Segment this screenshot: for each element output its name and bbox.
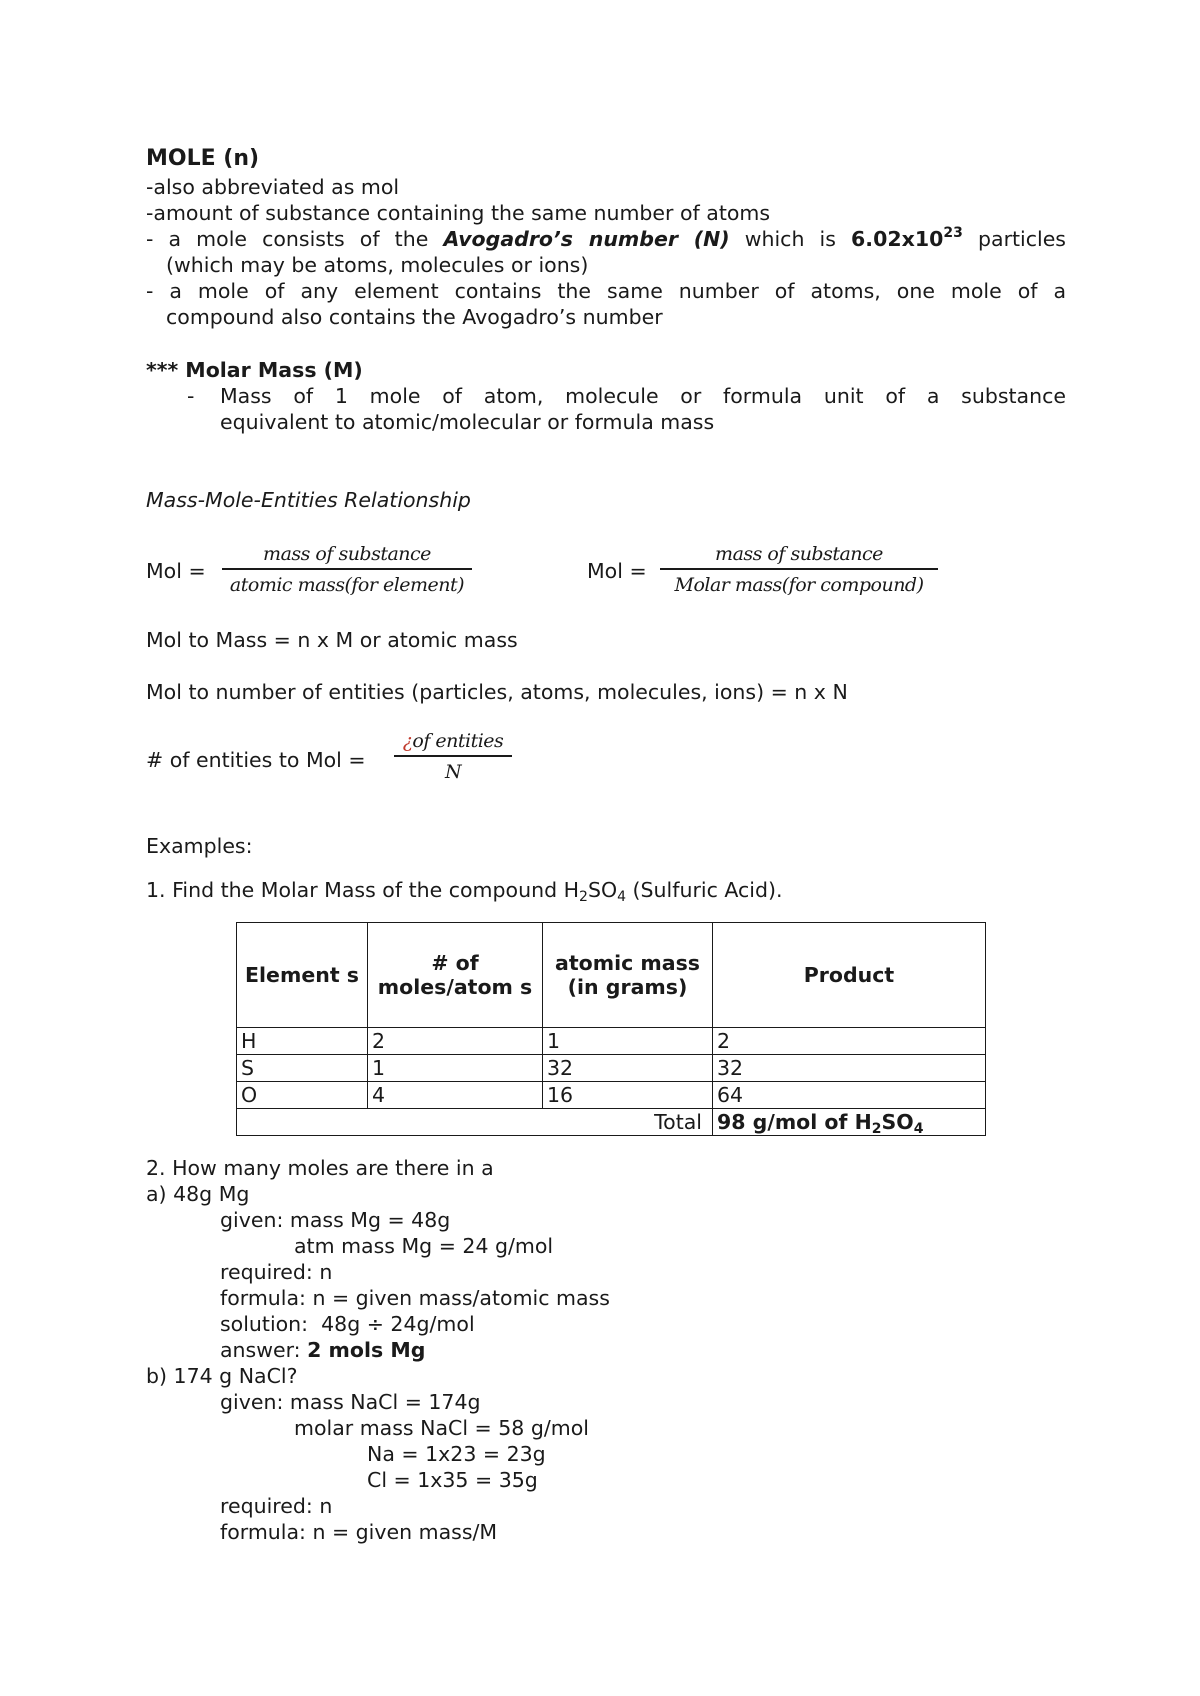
table-cell: 4 bbox=[368, 1082, 543, 1109]
total-value: 98 g/mol of $H_2SO_4$ bbox=[713, 1109, 986, 1136]
table-cell: O bbox=[237, 1082, 368, 1109]
table-row bbox=[237, 1055, 986, 1082]
example-2a-given: given: mass Mg = 48g bbox=[220, 1208, 451, 1232]
formula-entities-to-mol bbox=[394, 730, 512, 783]
example-2a-answer: answer: 2 mols Mg bbox=[220, 1338, 426, 1362]
table-row bbox=[237, 1028, 986, 1055]
header-atomic-mass: atomic mass (in grams) bbox=[543, 923, 713, 1028]
mol-label-1: Mol = bbox=[146, 559, 206, 583]
example-2b-chlorine: Cl = 1x35 = 35g bbox=[367, 1468, 538, 1492]
formula-numerator: mass of substance bbox=[660, 543, 938, 570]
molar-mass-line-1: Mass of 1 mole of atom, molecule or formula unit of a substance bbox=[220, 384, 1066, 408]
table-cell: S bbox=[237, 1055, 368, 1082]
formula-denominator: Molar mass(for compound) bbox=[674, 574, 924, 596]
example-2a-atomic-mass: atm mass Mg = 24 g/mol bbox=[294, 1234, 554, 1258]
intro-line-2: -amount of substance containing the same number of atoms bbox=[146, 201, 771, 225]
table-cell: H bbox=[237, 1028, 368, 1055]
intro-line-5: - a mole of any element contains the same number of atoms, one mole of a bbox=[146, 279, 1066, 303]
table-cell: 1 bbox=[368, 1055, 543, 1082]
table-cell: 32 bbox=[543, 1055, 713, 1082]
example-2b-sodium: Na = 1x23 = 23g bbox=[367, 1442, 546, 1466]
table-cell: 1 bbox=[543, 1028, 713, 1055]
example-2a-label: a) 48g Mg bbox=[146, 1182, 250, 1206]
example-2a-required: required: n bbox=[220, 1260, 333, 1284]
intro-line-1: -also abbreviated as mol bbox=[146, 175, 400, 199]
table-row bbox=[237, 1082, 986, 1109]
formula-numerator: mass of substance bbox=[222, 543, 472, 570]
example-2b-required: required: n bbox=[220, 1494, 333, 1518]
header-moles: # of moles/atom s bbox=[368, 923, 543, 1028]
formula-numerator: ¿of entities bbox=[394, 730, 512, 757]
table-cell: 64 bbox=[713, 1082, 986, 1109]
example-1-question: 1. Find the Molar Mass of the compound $H_2SO_4$ (Sulfuric Acid). bbox=[146, 878, 783, 905]
avogadro-value: $6.02x10^{23}$ bbox=[851, 225, 963, 251]
example-2b-molar-mass: molar mass NaCl = 58 g/mol bbox=[294, 1416, 589, 1440]
page-title: MOLE (n) bbox=[146, 146, 260, 171]
intro-line-6: compound also contains the Avogadro’s number bbox=[166, 305, 663, 329]
total-label: Total bbox=[237, 1109, 713, 1136]
table-total-row bbox=[237, 1109, 986, 1136]
example-2a-solution: solution: 48g ÷ 24g/mol bbox=[220, 1312, 475, 1336]
mol-to-mass: Mol to Mass = n x M or atomic mass bbox=[146, 628, 518, 652]
formula-denominator: atomic mass(for element) bbox=[229, 574, 465, 596]
mol-to-entities: Mol to number of entities (particles, atoms, molecules, ions) = n x N bbox=[146, 680, 848, 704]
relationship-heading: Mass-Mole-Entities Relationship bbox=[146, 488, 471, 512]
example-2b-formula: formula: n = given mass/M bbox=[220, 1520, 498, 1544]
table-cell: 32 bbox=[713, 1055, 986, 1082]
answer-value: 2 mols Mg bbox=[307, 1338, 426, 1362]
molar-mass-dash: - bbox=[187, 384, 195, 408]
example-2b-label: b) 174 g NaCl? bbox=[146, 1364, 298, 1388]
table-cell: 2 bbox=[713, 1028, 986, 1055]
intro-line-4: (which may be atoms, molecules or ions) bbox=[166, 253, 589, 277]
examples-heading: Examples: bbox=[146, 834, 253, 858]
table-header-row bbox=[237, 923, 986, 1028]
mol-label-2: Mol = bbox=[587, 559, 647, 583]
molar-mass-line-2: equivalent to atomic/molecular or formula mass bbox=[220, 410, 715, 434]
formula-mol-compound bbox=[660, 543, 938, 596]
entities-to-mol-label: # of entities to Mol = bbox=[146, 748, 366, 772]
intro-line-3: - a mole consists of the Avogadro’s number (N) which is $6.02x10^{23}$ particles bbox=[146, 225, 1066, 251]
example-2b-given: given: mass NaCl = 174g bbox=[220, 1390, 481, 1414]
table-cell: 16 bbox=[543, 1082, 713, 1109]
header-elements: Element s bbox=[237, 923, 368, 1028]
example-2-question: 2. How many moles are there in a bbox=[146, 1156, 494, 1180]
molar-mass-table bbox=[236, 922, 986, 1136]
formula-denominator: N bbox=[444, 761, 462, 783]
formula-mol-element bbox=[222, 543, 472, 596]
avogadro-term: Avogadro’s number (N) bbox=[443, 227, 730, 251]
table-cell: 2 bbox=[368, 1028, 543, 1055]
example-2a-formula: formula: n = given mass/atomic mass bbox=[220, 1286, 610, 1310]
molar-mass-heading: *** Molar Mass (M) bbox=[146, 358, 363, 382]
header-product: Product bbox=[713, 923, 986, 1028]
